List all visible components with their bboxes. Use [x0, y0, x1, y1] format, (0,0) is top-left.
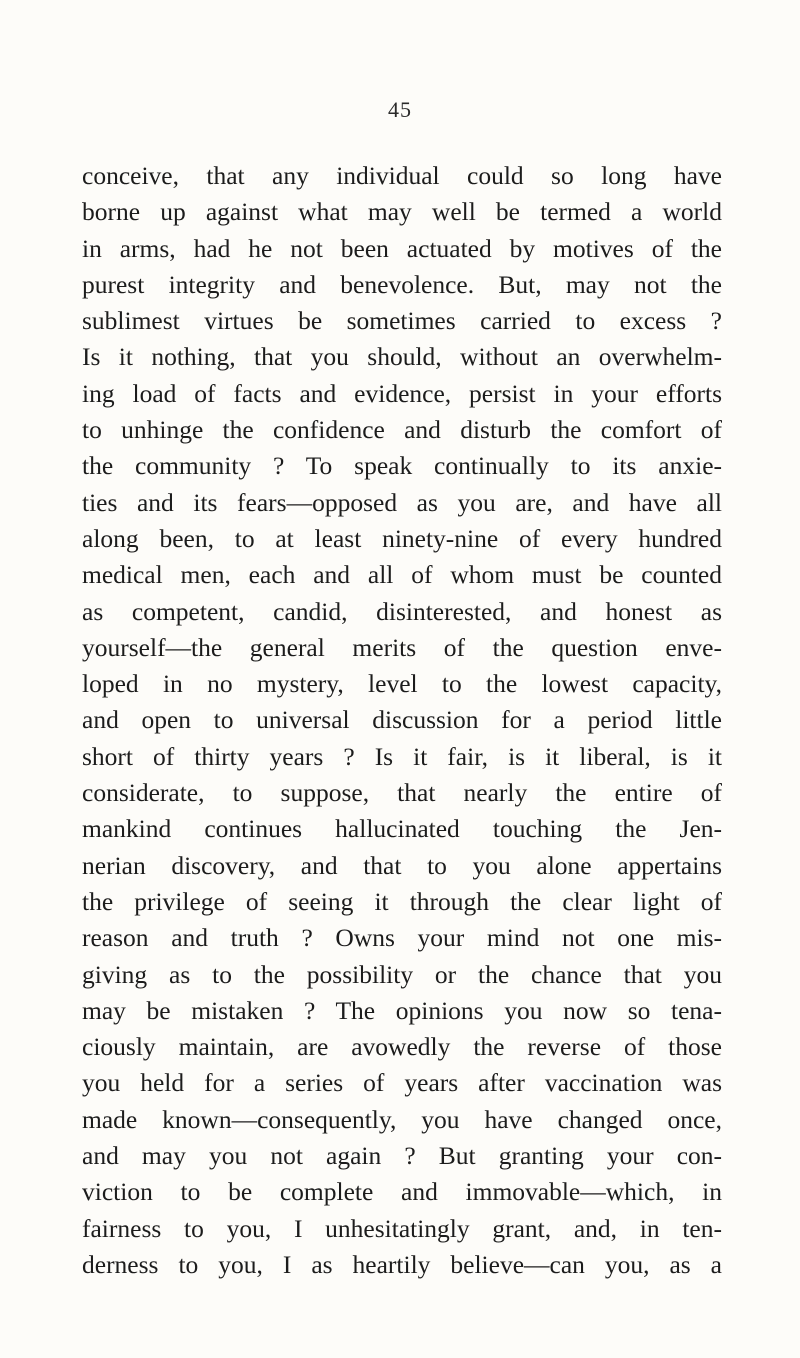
text-line: viction to be complete and immovable—which, in	[82, 1177, 722, 1207]
text-line: ing load of facts and evidence, persist in your efforts	[82, 378, 722, 408]
text-line: conceive, that any individual could so long have	[82, 161, 722, 190]
text-line: the community ? To speak continually to its anxie-	[82, 451, 722, 481]
text-line: along been, to at least ninety-nine of every hundred	[82, 523, 722, 553]
text-line: Is it nothing, that you should, without an overwhelm-	[82, 342, 722, 372]
text-line: derness to you, I as heartily believe—can you, as a	[82, 1249, 722, 1279]
text-line: borne up against what may well be termed a world	[82, 197, 722, 227]
text-line: mankind continues hallucinated touching the Jen-	[82, 814, 722, 844]
text-line: as competent, candid, disinterested, and honest as	[82, 596, 722, 626]
text-line: fairness to you, I unhesitatingly grant, and, in ten-	[82, 1213, 722, 1243]
text-line: made known—consequently, you have changed once,	[82, 1104, 722, 1134]
text-line: considerate, to suppose, that nearly the entire of	[82, 778, 722, 808]
text-line: and may you not again ? But granting your con-	[82, 1141, 722, 1171]
page-number: 45	[388, 97, 412, 122]
text-line: short of thirty years ? Is it fair, is it liberal, is it	[82, 741, 722, 771]
text-line: nerian discovery, and that to you alone appertains	[82, 850, 722, 880]
text-line: ciously maintain, are avowedly the reverse of those	[82, 1032, 722, 1062]
body-text	[82, 158, 722, 1283]
text-line: you held for a series of years after vaccination was	[82, 1068, 722, 1098]
text-line: loped in no mystery, level to the lowest capacity,	[82, 669, 722, 699]
text-line: yourself—the general merits of the question enve-	[82, 632, 722, 662]
text-line: medical men, each and all of whom must be counted	[82, 560, 722, 590]
text-line: sublimest virtues be sometimes carried to excess ?	[82, 306, 722, 336]
text-line: to unhinge the confidence and disturb the comfort of	[82, 415, 722, 445]
text-line: the privilege of seeing it through the clear light of	[82, 886, 722, 916]
text-line: ties and its fears—opposed as you are, and have all	[82, 487, 722, 517]
text-line: in arms, had he not been actuated by motives of the	[82, 233, 722, 263]
text-line: purest integrity and benevolence. But, may not the	[82, 269, 722, 299]
text-line: giving as to the possibility or the chance that you	[82, 959, 722, 989]
text-line: reason and truth ? Owns your mind not one mis-	[82, 923, 722, 953]
text-line: and open to universal discussion for a period little	[82, 705, 722, 735]
text-line: may be mistaken ? The opinions you now so tena-	[82, 995, 722, 1025]
